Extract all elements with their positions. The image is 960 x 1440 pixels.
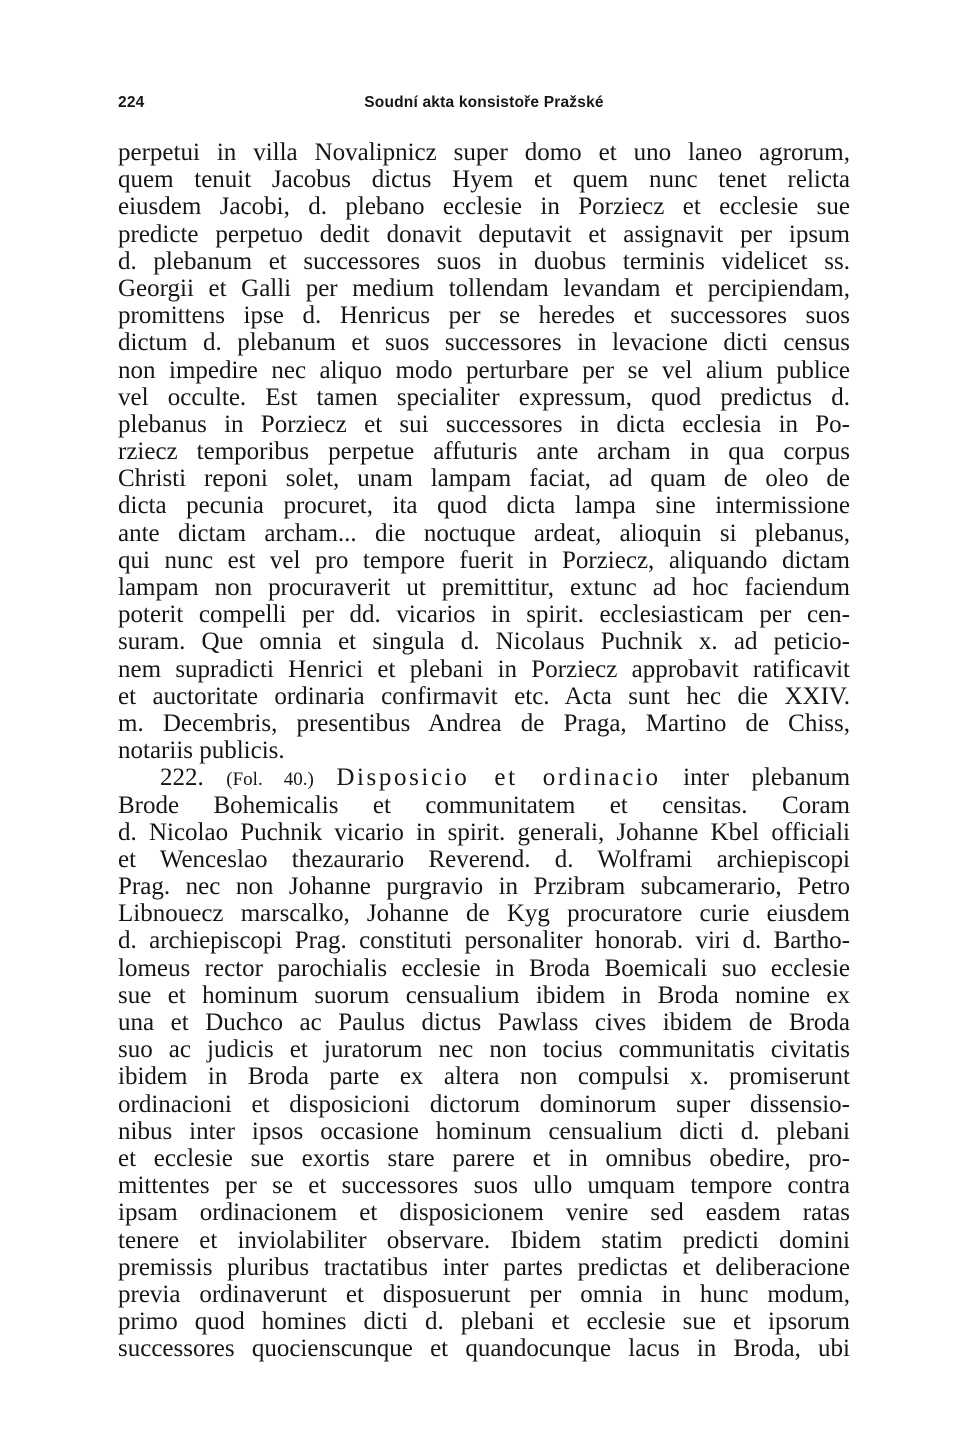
- text-line: ante dictam archam... die noctuque ardeat, alioquin si plebanus,: [118, 519, 850, 547]
- text-line: nibus inter ipsos occasione hominum censualium dicti d. plebani: [118, 1117, 850, 1145]
- text-line: primo quod homines dicti d. plebani et ecclesie sue et ipsorum: [118, 1308, 850, 1336]
- text-line: dicta pecunia procuret, ita quod dicta lampa sine intermissione: [118, 492, 850, 520]
- body-text: [118, 139, 850, 1362]
- entry-title-spaced: Disposicio et ordinacio: [336, 764, 661, 792]
- entry-222: [118, 764, 850, 1362]
- text-line: quem tenuit Jacobus dictus Hyem et quem nunc tenet relicta: [118, 166, 850, 194]
- text-line: et Wenceslao thezaurario Reverend. d. Wolframi archiepiscopi: [118, 845, 850, 873]
- paragraph-221-continuation: [118, 139, 850, 764]
- text-line: m. Decembris, presentibus Andrea de Praga, Martino de Chiss,: [118, 709, 850, 737]
- text-line: lomeus rector parochialis ecclesie in Broda Boemicali suo ecclesie: [118, 954, 850, 982]
- text-line: Brode Bohemicalis et communitatem et censitas. Coram: [118, 791, 850, 819]
- text-line: ibidem in Broda parte ex altera non compulsi x. promiserunt: [118, 1063, 850, 1091]
- text-line: Georgii et Galli per medium tollendam levandam et percipiendam,: [118, 274, 850, 302]
- folio-reference: (Fol. 40.): [226, 769, 314, 791]
- text-line: dictum d. plebanum et suos successores in levacione dicti census: [118, 329, 850, 357]
- text-line: successores quocienscunque et quandocunque lacus in Broda, ubi: [118, 1335, 850, 1363]
- text-line: notariis publicis.: [118, 737, 285, 765]
- text-line: d. Nicolao Puchnik vicario in spirit. generali, Johanne Kbel officiali: [118, 818, 850, 846]
- text-line: predicte perpetuo dedit donavit deputavit et assignavit per ipsum: [118, 220, 850, 248]
- text-line: Prag. nec non Johanne purgravio in Przibram subcamerario, Petro: [118, 873, 850, 901]
- text-line: suram. Que omnia et singula d. Nicolaus Puchnik x. ad peticio-: [118, 628, 850, 656]
- text-line: et auctoritate ordinaria confirmavit etc. Acta sunt hec die XXIV.: [118, 682, 850, 710]
- text-line: tenere et inviolabiliter observare. Ibidem statim predicti domini: [118, 1226, 850, 1254]
- text-line: vel occulte. Est tamen specialiter expressum, quod predictus d.: [118, 383, 850, 411]
- text-line: promittens ipse d. Henricus per se heredes et successores suos: [118, 302, 850, 330]
- text-line: perpetui in villa Novalipnicz super domo et uno laneo agrorum,: [118, 139, 850, 166]
- text-line: lampam non procuraverit ut premittitur, extunc ad hoc faciendum: [118, 574, 850, 601]
- entry-number: 222.: [160, 764, 204, 792]
- text-line: d. plebanum et successores suos in duobus terminis videlicet ss.: [118, 247, 850, 275]
- text-line: plebanus in Porziecz et sui successores in dicta ecclesia in Po-: [118, 410, 850, 438]
- text-line: premissis pluribus tractatibus inter partes predictas et deliberacione: [118, 1253, 850, 1281]
- text-line: nem supradicti Henrici et plebani in Porziecz approbavit ratificavit: [118, 655, 850, 683]
- running-header: [118, 92, 850, 114]
- text-line: previa ordinaverunt et disposuerunt per omnia in hunc modum,: [118, 1280, 850, 1308]
- text-line: mittentes per se et successores suos ullo umquam tempore contra: [118, 1172, 850, 1200]
- entry-222-heading-line: [118, 764, 850, 791]
- text-line: poterit compelli per dd. vicarios in spirit. ecclesiasticam per cen-: [118, 601, 850, 629]
- running-title: Soudní akta konsistoře Pražské: [364, 94, 604, 111]
- text-line: non impedire nec aliquo modo perturbare per se vel alium publice: [118, 356, 850, 384]
- entry-222-body: [118, 792, 850, 1363]
- text-line: sue et hominum suorum censualium ibidem in Broda nomine ex: [118, 981, 850, 1009]
- entry-title-rest: inter plebanum: [683, 764, 851, 792]
- text-line: suo ac judicis et juratorum nec non tocius communitatis civitatis: [118, 1036, 850, 1064]
- text-line: rziecz temporibus perpetue affuturis ante archam in qua corpus: [118, 438, 850, 466]
- text-line: Christi reponi solet, unam lampam faciat, ad quam de oleo de: [118, 465, 850, 493]
- text-line: d. archiepiscopi Prag. constituti personaliter honorab. viri d. Bartho-: [118, 927, 850, 955]
- text-line: eiusdem Jacobi, d. plebano ecclesie in Porziecz et ecclesie sue: [118, 193, 850, 221]
- text-line: ordinacioni et disposicioni dictorum dominorum super dissensio-: [118, 1090, 850, 1118]
- text-line: qui nunc est vel pro tempore fuerit in Porziecz, aliquando dictam: [118, 546, 850, 574]
- text-line: una et Duchco ac Paulus dictus Pawlass cives ibidem de Broda: [118, 1009, 850, 1036]
- text-line: ipsam ordinacionem et disposicionem venire sed easdem ratas: [118, 1199, 850, 1227]
- text-line: et ecclesie sue exortis stare parere et in omnibus obedire, pro-: [118, 1144, 850, 1172]
- page-number: 224: [118, 94, 145, 111]
- text-line: Libnouecz marscalko, Johanne de Kyg procuratore curie eiusdem: [118, 900, 850, 928]
